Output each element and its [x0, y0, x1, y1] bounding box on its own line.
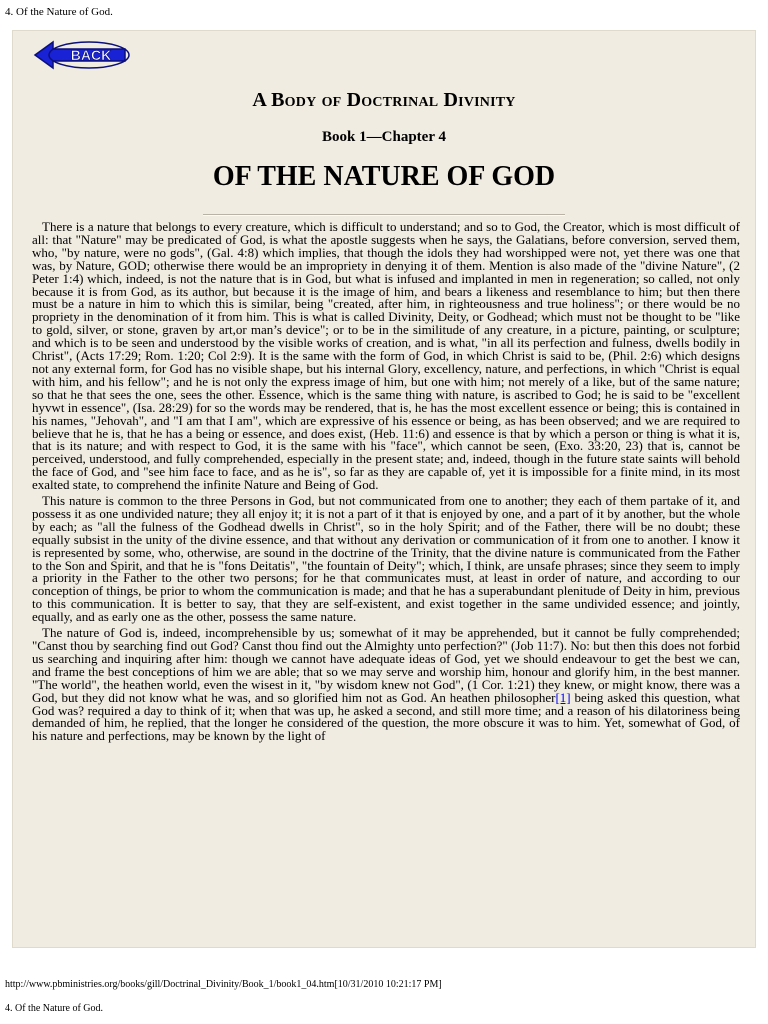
print-footer-title: 4. Of the Nature of God. — [5, 1003, 104, 1014]
paragraph-text: The nature of God is, indeed, incomprehensible by us; somewhat of it may be apprehended, but it cannot be fully comprehended; "Canst thou by searching find out God? Canst thou find out the Almighty unto perfection?" (Job 11:7). No: but then this does not forbid us searching and inquiring after him: though we cannot have adequate ideas of God, yet we should endeavour to get the best we can, and frame the best conceptions of him we are able; that so we may serve and worship him, honour and glorify him, in the best manner. "The world", the heathen world, even the wisest in it, "by wisdom knew not God", (1 Cor. 1:21) they knew, or might know, there was a God, but they did not know what he was, and so glorified him not as God. An heathen philosopher — [32, 625, 740, 705]
back-button[interactable] — [31, 39, 131, 71]
print-footer-url: http://www.pbministries.org/books/gill/Doctrinal_Divinity/Book_1/book1_04.htm[10/31/2010 10:21:17 PM] — [5, 979, 442, 990]
back-button-label: BACK — [70, 47, 112, 63]
paragraph: There is a nature that belongs to every creature, which is difficult to understand; and so to God, the Creator, which is most difficult of all: that "Nature" may be predicated of God, is what the apostle suggests when he says, the Galatians, before conversion, served them, who, "by nature, were no gods", (Gal. 4:8) which implies, that though the idols they had worshipped were not, yet there was one that was, by Nature, GOD; otherwise there would be an impropriety in denying it of them. Mention is also made of the "divine Nature", (2 Peter 1:4) which, indeed, is not the nature that is in God, but what is infused and implanted in men in regeneration; so called, not only because it is from God, as its author, but because it is the image of him, and bears a likeness and resemblance to him; but then there must be a nature in him to which this is similar, being "created, after him, in righteousness and true holiness"; or there would be no propriety in the denomination of it from him. This is what is called Divinity, Deity, or Godhead; which must not be thought to be "like to gold, silver, or stone, graven by art,or man’s device"; or to be in the similitude of any creature, in a picture, painting, or sculpture; and which is to be seen and understood by the visible works of creation, and is what, "in all its perfection and fulness, dwells bodily in Christ", (Acts 17:29; Rom. 1:20; Col 2:9). It is the same with the form of God, in which Christ is said to be, (Phil. 2:6) which designs not any external form, for God has no visible shape, but his internal Glory, excellency, nature, and perfections, in which "Christ is equal with him, and his fellow"; and he is not only the express image of him, but one with him; not merely of a like, but of the same nature; so that he that sees the one, sees the other. Essence, which is the same thing with nature, is ascribed to God; he is said to be "excellent hyvwt in essence", (Isa. 28:29) for so the words may be rendered, that is, he has the most excellent essence or being; this is contained in his names, "Jehovah", and "I am that I am", which are expressive of his essence or being, as has been observed; and we are required to believe that he is, that he has a being or essence, and does exist, (Heb. 11:6) and essence is that by which a person or thing is what it is, that is its nature; and with respect to God, it is the same with his "face", which cannot be seen, (Exo. 33:20, 23) that is, cannot be perceived, understood, and fully comprehended, especially in the present state; and, indeed, though in the future state saints will behold the face of God, and "see him face to face, and as he is", so far as they are capable of, yet it is impossible for a finite mind, in its most exalted state, to comprehend the infinite Nature and Being of God. — [32, 219, 740, 493]
paragraph-text: being asked this question, what God was? required a day to think of it; when that was up, he asked a second, and still more time; and a reason of his dilatoriness being demanded of him, he replied, that the longer he considered of the question, the more obscure it was to him. Yet, somewhat of God, of his nature and perfections, may be known by the light of — [32, 689, 740, 744]
series-title: A Body of Doctrinal Divinity — [252, 89, 516, 111]
title-divider — [203, 214, 565, 216]
paragraph — [32, 627, 740, 743]
paragraph: This nature is common to the three Persons in God, but not communicated from one to another; they each of them partake of it, and possess it as one undivided nature; they all enjoy it; it is not a part of it that is enjoyed by one, and a part of it by another, but the whole by each; as "all the fulness of the Godhead dwells in Christ", so in the holy Spirit; and of the Father, there will be no doubt; these equally subsist in the unity of the divine essence, and that without any derivation or communication of it from one to another. I know it is represented by some, who, otherwise, are sound in the doctrine of the Trinity, that the divine nature is communicated from the Father to the Son and Spirit, and that he is "fons Deitatis", "the fountain of Deity"; which, I think, are unsafe phrases; since they seem to imply a priority in the Father to the other two persons; for he that communicates must, at least in order of nature, and according to our conception of things, be prior to whom the communication is made; and that he has a superabundant plenitude of Deity in him, previous to this communication. It is better to say, that they are self-existent, and exist together in the same undivided essence; and jointly, equally, and as early one as the other, possess the same nature. — [32, 493, 740, 625]
footnote-link[interactable]: [1] — [555, 689, 571, 705]
chapter-body — [32, 221, 740, 746]
page-content — [12, 30, 756, 948]
chapter-line: Book 1—Chapter 4 — [322, 129, 446, 145]
print-header-title: 4. Of the Nature of God. — [5, 6, 113, 18]
chapter-title: OF THE NATURE OF GOD — [212, 161, 556, 192]
